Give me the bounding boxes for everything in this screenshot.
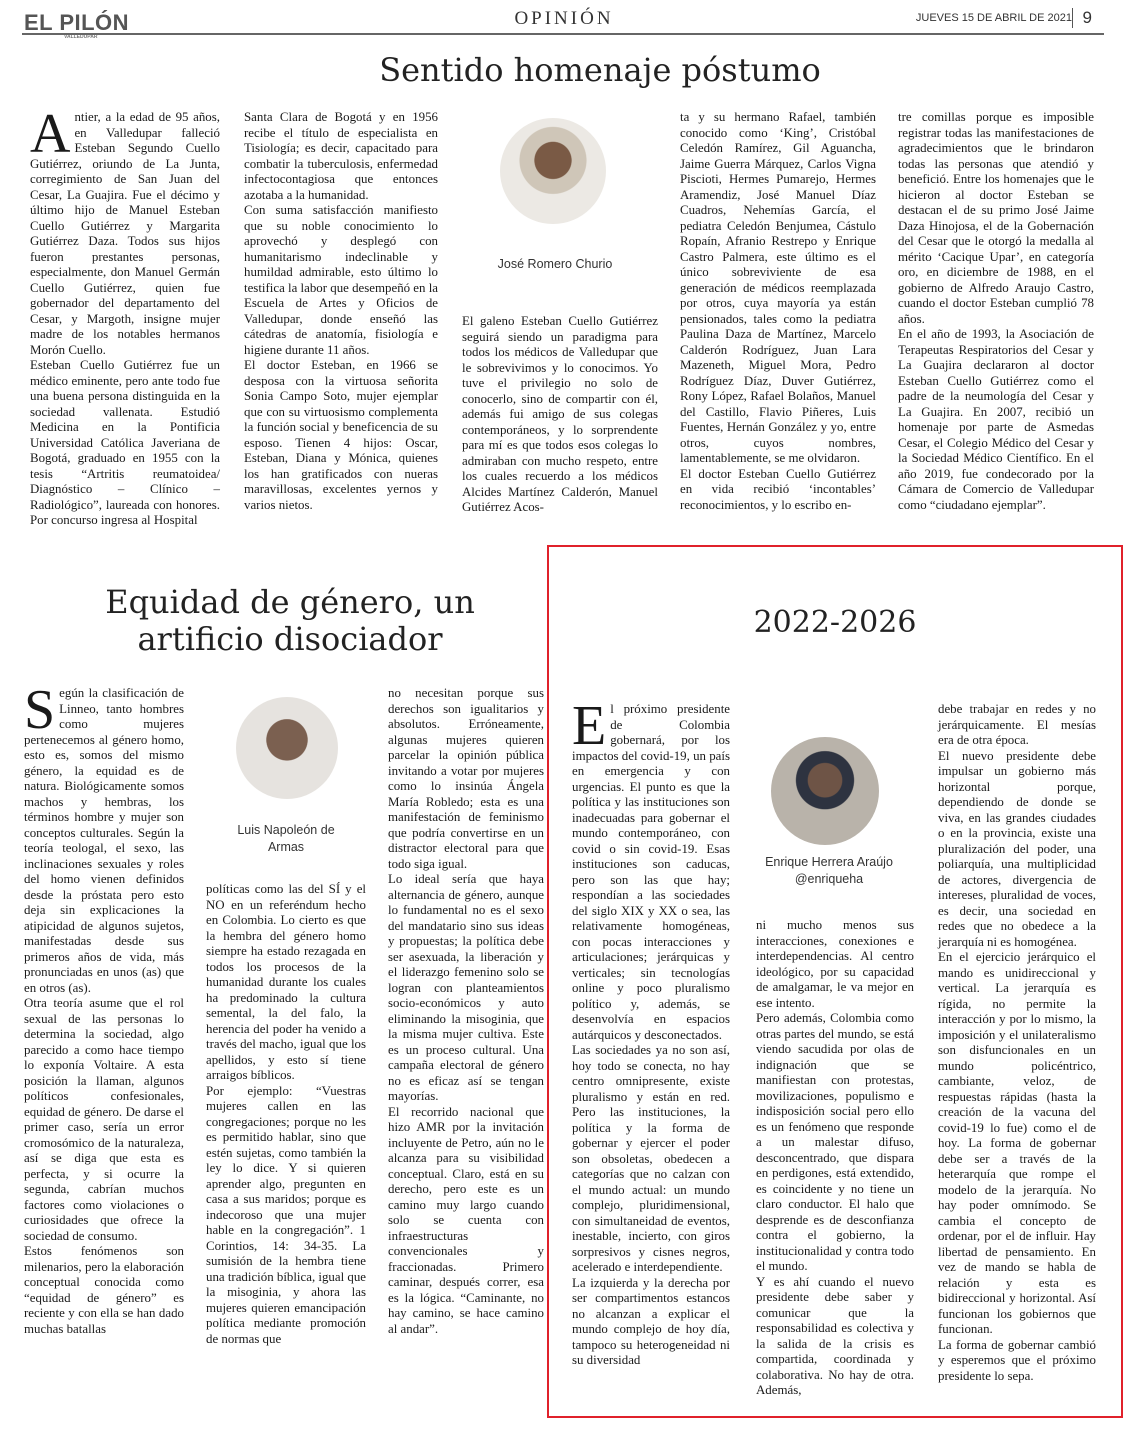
paragraph: debe trabajar en redes y no jerárquicamente. El mesías era de otra época. bbox=[938, 702, 1096, 747]
dropcap: E bbox=[572, 695, 607, 757]
article2-column-1 bbox=[24, 679, 184, 1337]
paragraph: La izquierda y la derecha por ser compartimentos estancos no alcanzan a explicar el mundo complejo de hoy día, tampoco su heterogeneidad ni su diversidad bbox=[572, 1275, 730, 1367]
paragraph: El galeno Esteban Cuello Gutiérrez seguirá siendo un paradigma para todos los médicos de Valledupar que le sobrevivimos y lo conocimos. Yo tuve el privilegio no solo de conocerlo, sino de compartir con él, además fui amigo de sus colegas contemporáneos, y lo sorprendente para mí es que todos esos colegas lo admiraban con mucho respeto, entre los cuales recuerdo a los médicos Alcides Martínez Calderón, Manuel Gutiérrez Acos- bbox=[462, 314, 658, 514]
article3-column-3 bbox=[938, 702, 1096, 1384]
article2-column-2 bbox=[206, 882, 366, 1347]
article3-column-2 bbox=[756, 918, 914, 1399]
paragraph: Las sociedades ya no son así, hoy todo se conecta, no hay centro omnipresente, existe pluralismo y están en red. Pero las instituciones, la política y la forma de gobernar y ejercer el poder son obsoletas, obedecen a categorías que no calzan con el mundo actual: un mundo complejo, pluridimensional, con simultaneidad de eventos, inestable, incierto, con giros sorpresivos y cisnes negros, acelerado e interdependiente. bbox=[572, 1043, 730, 1274]
article2-title: Equidad de género, un artificio disociador bbox=[105, 583, 475, 658]
paragraph: políticas como las del SÍ y el NO en un referéndum hecho en Colombia. Lo cierto es que la hembra del género homo siempre ha estado rezagada en todos los procesos de la humanidad durante los cuales ha predominado la cultura semental, la del falo, la herencia del poder ha venido a través del macho, igual que los apellidos, y esto sí tiene arraigos bíblicos. bbox=[206, 882, 366, 1082]
page-number: 9 bbox=[1072, 8, 1092, 28]
article1-title: Sentido homenaje póstumo bbox=[379, 51, 821, 89]
paragraph: ta y su hermano Rafael, también conocido como ‘King’, Cristóbal Celedón Ramírez, Gil Aguancha, Jaime Guerra Márquez, Carlos Vigna Piscioti, Hermes Pumarejo, Hermes Aramendiz, José Manuel Díaz Cuadros, Nehemías García, el pediatra Celedón Benjumea, Cástulo Ropaín, Afranio Restrepo y Enrique Castro Palmera, este último es el único sobreviviente de esa generación de médicos reemplazada por otros, cuya mayoría ya están pensionados, tales como la pediatra Paulina Daza de Martínez, Marcelo Calderón Rodríguez, Juan Lara Mazeneth, Miguel Mora, Pedro Rodríguez Díaz, Duver Gutiérrez, Rony López, Rafael Bolaños, Manuel del Castillo, Flavio Piñeres, Luis Fuentes, Hernán González y yo, entre otros, cuyos nombres, lamentablemente, se me olvidaron. bbox=[680, 110, 876, 465]
paragraph: Pero además, Colombia como otras partes del mundo, se está viendo sacudida por olas de indignación que se manifiestan con protestas, movilizaciones, populismo e indisposición social pero ello es un fenómeno que responde a un malestar difuso, desconcentrado, que dispara en perdigones, está extendido, es coincidente y no tiene un claro conductor. El halo que desprende es de desconfianza contra el gobierno, la institucionalidad y contra todo el mundo. bbox=[756, 1011, 914, 1273]
author-photo bbox=[236, 697, 338, 799]
date-line: JUEVES 15 DE ABRIL DE 2021 bbox=[915, 12, 1072, 24]
article3-column-1 bbox=[572, 695, 730, 1369]
paragraph: Con suma satisfacción manifiesto que su noble conocimiento lo aprovechó y desplegó con humanitarismo indeclinable y humildad admirable, esto último lo testifica la labor que desempeñó en la Escuela de Artes y Oficios de Valledupar, donde enseñó las cátedras de anatomía, fisiología e higiene durante 11 años. bbox=[244, 203, 438, 357]
paragraph: La forma de gobernar cambió y esperemos que el próximo presidente lo sepa. bbox=[938, 1337, 1096, 1383]
paragraph: tre comillas porque es imposible registrar todas las manifestaciones de agradecimientos que le brindaron todas las personas que atendió y benefició. Entre los homenajes que le hicieron al doctor Esteban se destacan el de su primo José Jaime Daza Hinojosa, el de la Gobernación del Cesar que le otorgó la medalla al mérito ‘Cacique Upar’, en categoría oro, en diciembre de 1988, en el gobierno de Alfredo Araujo Castro, cuando el doctor Esteban cumplió 78 años. bbox=[898, 110, 1094, 326]
dropcap: A bbox=[30, 103, 71, 165]
paragraph: El recorrido nacional que hizo AMR por la invitación incluyente de Petro, aún no le alcanza para su visibilidad conceptual. Claro, está en su derecho, pero este es un camino muy largo cuando solo se cuenta con infraestructuras convencionales y fraccionadas. Primero caminar, después correr, esa es la lógica. “Caminante, no hay camino, se hace camino al andar”. bbox=[388, 1104, 544, 1336]
article1-column-3 bbox=[462, 314, 658, 516]
article1-column-4 bbox=[680, 110, 876, 513]
paragraph: Otra teoría asume que el rol sexual de las personas lo determina la sociedad, algo parecido a como hace tiempo lo exponía Voltaire. A esta posición la llaman, algunos políticos confesionales, equidad de género. De darse el primer caso, sería un error cromosómico de la naturaleza, así se diga que esta es perfecta, y si ocurre la segunda, cabrían muchos factores como violaciones o curiosidades que ofrece la sociedad de consumo. bbox=[24, 996, 184, 1243]
paragraph: l próximo presidente de Colombia gobernará, por los impactos del covid-19, un país en emergencia y con urgencias. El punto es que la política y las instituciones son inadecuadas para gobernar el mundo contemporáneo, con covid o sin covid-19. Esas instituciones son caducas, pero son las que hay; respondían a las sociedades del siglo XIX y XX o sea, las relativamente homogéneas, con pocas interacciones y articulaciones; jerárquicas y verticales; sin tecnologías online y poco pluralismo político y, además, se desenvolvía en espacios autárquicos y desconectados. bbox=[572, 702, 730, 1042]
article1-column-2 bbox=[244, 110, 438, 513]
paragraph: El doctor Esteban Cuello Gutiérrez en vida recibió ‘incontables’ reconocimientos, y lo escribo en- bbox=[680, 466, 876, 512]
author-caption: Luis Napoleón de Armas bbox=[237, 823, 335, 854]
paragraph: El nuevo presidente debe impulsar un gobierno más horizontal porque, dependiendo de donde se viva, en las grandes ciudades o en la provincia, existe una pluralización del poder, una poliarquía, una multiplicidad de actores, divergencia de intereses, pluralidad de voces, es decir, una sociedad en redes que no obedece a la jerarquía ni es homogénea. bbox=[938, 748, 1096, 949]
author-caption: José Romero Churio bbox=[497, 257, 613, 271]
logo-subtitle: VALLEDUPAR bbox=[64, 34, 98, 40]
paragraph: egún la clasificación de Linneo, tanto hombres como mujeres pertenecemos al género homo, esto es, somos del mismo género, la equidad es de natura. Biológicamente somos machos y hembras, los términos hombre y mujer son conceptos culturales. Según la teoría teologal, el sexo, las inclinaciones sexuales y roles del homo vienen definidos desde la próstata pero esto deja sin explicaciones la atipicidad de algunos sujetos, manifestadas desde sus primeros años de vida, más pronunciadas en unos (as) que en otros (as). bbox=[24, 686, 184, 995]
header-rule bbox=[22, 33, 1104, 35]
section-title: OPINIÓN bbox=[514, 8, 614, 29]
paragraph: ntier, a la edad de 95 años, en Valledupar falleció Esteban Segundo Cuello Gutiérrez, oriundo de La Junta, corregimiento de San Juan del Cesar, La Guajira. Fue el décimo y último hijo de Manuel Esteban Cuello Gutiérrez y Margarita Gutiérrez Daza. Todos sus hijos fueron prestantes personas, especialmente, don Manuel Germán Cuello Gutiérrez, quien fue gobernador del departamento del Cesar, y Margoth, insigne mujer madre de los notables hermanos Morón Cuello. bbox=[30, 110, 220, 357]
article3-title: 2022-2026 bbox=[753, 605, 917, 640]
paragraph: El doctor Esteban, en 1966 se desposa con la virtuosa señorita Sonia Campo Soto, mujer ejemplar que con su virtuosismo complementa la función social y beneficencia de su esposo. Tienen 4 hijos: Oscar, Esteban, Diana y Mónica, quienes los han gratificados con nueras maravillosas, excelentes yernos y varios nietos. bbox=[244, 358, 438, 512]
article1-column-1 bbox=[30, 103, 220, 529]
paragraph: Esteban Cuello Gutiérrez fue un médico eminente, pero ante todo fue una buena persona distinguida en la sociedad vallenata. Estudió Medicina en la Pontificia Universidad Católica Javeriana de Bogotá, graduado en 1955 con la tesis “Artritis reumatoidea/ Diagnóstico – Clínico – Radiológico”, laureada con honores. Por concurso ingresa al Hospital bbox=[30, 358, 220, 527]
dropcap: S bbox=[24, 679, 56, 741]
paragraph: En el año de 1993, la Asociación de Terapeutas Respiratorios del Cesar y La Guajira declararon al doctor Esteban Cuello Gutiérrez como el padre de la neumología del Cesar y La Guajira. En 2007, recibió un homenaje por parte de Asmedas Cesar, el Colegio Médico del Cesar y la Sociedad Médico Científico. En el año 2019, fue condecorado por la Cámara de Comercio de Valledupar como “ciudadano ejemplar”. bbox=[898, 327, 1094, 512]
paragraph: ni mucho menos sus interacciones, conexiones e interdependencias. Al centro ideológico, por su capacidad de amalgamar, le va mejor en ese intento. bbox=[756, 918, 914, 1010]
author-photo bbox=[500, 118, 606, 224]
paragraph: no necesitan porque sus derechos son igualitarios y absolutos. Erróneamente, algunas mujeres quieren parcelar la opinión pública invitando a votar por mujeres como lo insinúa Ángela María Robledo; esta es una manifestación de feminismo que podría convertirse en un distractor electoral para que todo siga igual. bbox=[388, 686, 544, 871]
paragraph: En el ejercicio jerárquico el mando es unidireccional y vertical. La jerarquía es rígida, no permite la interacción y por lo mismo, la imposición y el unilateralismo son disfuncionales en un mundo policéntrico, cambiante, veloz, de respuestas rápidas (hasta la creación de la vacuna del covid-19 lo fue) como el de hoy. La forma de gobernar debe ser a través de la heterarquía que rompe el modelo de la jerarquía. No hay poder omnímodo. Se cambia el concepto de ordenar, por el de influir. Hay libertad de pensamiento. En vez de mando se habla de relación y esta es bidireccional y horizontal. Así funcionan los gobiernos que funcionan. bbox=[938, 950, 1096, 1336]
paragraph: Estos fenómenos son milenarios, pero la elaboración conceptual conocida como “equidad de género” es reciente y con ella se han dado muchas batallas bbox=[24, 1244, 184, 1336]
newspaper-logo: EL PILÓN VALLEDUPAR bbox=[24, 10, 130, 40]
author-photo bbox=[771, 737, 879, 845]
article1-column-5 bbox=[898, 110, 1094, 513]
paragraph: Lo ideal sería que haya alternancia de género, aunque lo fundamental no es el sexo del mandatario sino sus ideas y propuestas; la política debe ser asexuada, la liberación y el liderazgo femenino solo se logran con planteamientos socio-económicos y auto eliminando la misoginia, que la misma mujer cultiva. Este es un proceso cultural. Una campaña electoral de género no es eficaz así se tengan mayorías. bbox=[388, 872, 544, 1103]
paragraph: Santa Clara de Bogotá y en 1956 recibe el título de especialista en Tisiología; es decir, capacitado para combatir la tuberculosis, enfermedad infectocontagiosa que entonces azotaba a la humanidad. bbox=[244, 110, 438, 202]
paragraph: Y es ahí cuando el nuevo presidente debe saber y comunicar que la responsabilidad es colectiva y la salida de la crisis es compartida, coordinada y colaborativa. No hay de otra. Además, bbox=[756, 1274, 914, 1397]
article2-column-3 bbox=[388, 686, 544, 1337]
author-caption: Enrique Herrera Araújo bbox=[765, 855, 893, 869]
paragraph: Por ejemplo: “Vuestras mujeres callen en las congregaciones; porque no les es permitido hablar, sino que estén sujetas, como también la ley lo dice. Y si quieren aprender algo, pregunten en casa a sus maridos; porque es indecoroso que una mujer hable en la congregación”. 1 Corintios, 14: 34-35. La sumisión de la hembra tiene una tradición bíblica, igual que la misoginia, y ahora las mujeres quieren emancipación política mediante promoción de normas que bbox=[206, 1083, 367, 1346]
author-handle: @enriqueha bbox=[794, 872, 864, 886]
